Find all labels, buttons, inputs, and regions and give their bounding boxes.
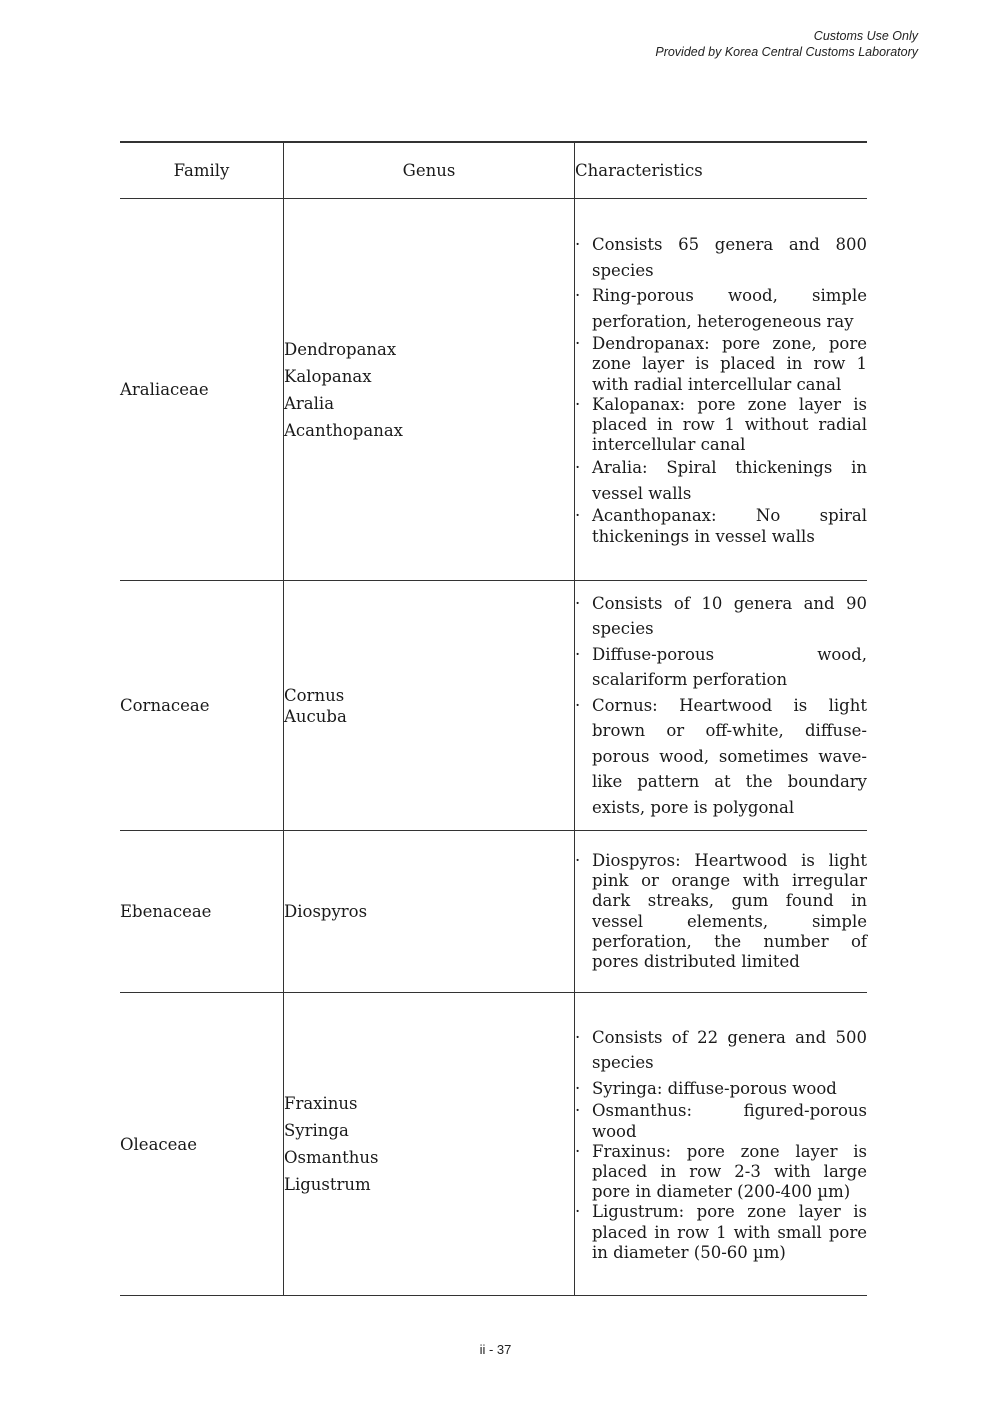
family-cell: Ebenaceae	[120, 831, 284, 993]
table-row	[120, 993, 867, 1296]
genus-item: Fraxinus	[284, 1094, 358, 1113]
table-row	[120, 831, 867, 993]
characteristic-item: · Acanthopanax: No spiral thickenings in vessel walls	[575, 506, 867, 546]
family-cell: Oleaceae	[120, 993, 284, 1296]
characteristic-item: · Diffuse-porous wood, scalariform perforation	[575, 642, 867, 693]
characteristic-item: · Osmanthus: figured-porous wood	[575, 1101, 867, 1141]
genus-item: Aucuba	[284, 706, 347, 726]
characteristic-item: · Aralia: Spiral thickenings in vessel walls	[575, 455, 867, 506]
genus-cell	[284, 993, 575, 1296]
genus-item: Dendropanax	[284, 339, 397, 359]
family-cell: Araliaceae	[120, 199, 284, 581]
characteristic-item: · Consists of 10 genera and 90 species	[575, 591, 867, 642]
characteristic-item: · Consists 65 genera and 800 species	[575, 232, 867, 283]
table-row	[120, 199, 867, 581]
column-header-genus: Genus	[284, 142, 575, 199]
genus-item: Cornus	[284, 685, 345, 705]
genus-item: Osmanthus	[284, 1148, 379, 1167]
characteristic-item: · Fraxinus: pore zone layer is placed in row 2-3 with large pore in diameter (200-400 µm)	[575, 1142, 867, 1203]
document-header	[655, 28, 918, 60]
characteristic-item: · Ligustrum: pore zone layer is placed in row 1 with small pore in diameter (50-60 µm)	[575, 1202, 867, 1263]
genus-item: Kalopanax	[284, 366, 372, 386]
characteristic-item: · Diospyros: Heartwood is light pink or orange with irregular dark streaks, gum found in vessel elements, simple perforation, the number of pores distributed limited	[575, 851, 867, 972]
characteristics-cell	[575, 993, 868, 1296]
genus-item: Diospyros	[284, 902, 368, 921]
wood-family-table	[120, 141, 867, 1296]
genus-cell	[284, 581, 575, 831]
characteristics-cell	[575, 199, 868, 581]
characteristic-item: · Kalopanax: pore zone layer is placed in row 1 without radial intercellular canal	[575, 395, 867, 456]
characteristic-item: · Consists of 22 genera and 500 species	[575, 1025, 867, 1076]
genus-cell	[284, 831, 575, 993]
characteristics-cell	[575, 581, 868, 831]
characteristic-item: · Ring-porous wood, simple perforation, heterogeneous ray	[575, 283, 867, 334]
header-provider: Provided by Korea Central Customs Laboratory	[655, 45, 918, 59]
table-header-row	[120, 142, 867, 199]
genus-item: Aralia	[284, 393, 335, 413]
table-row	[120, 581, 867, 831]
characteristic-item: · Syringa: diffuse-porous wood	[575, 1076, 867, 1102]
characteristics-cell	[575, 831, 868, 993]
column-header-family: Family	[120, 142, 284, 199]
column-header-characteristics: Characteristics	[575, 142, 868, 199]
genus-item: Acanthopanax	[284, 420, 403, 440]
genus-item: Syringa	[284, 1121, 349, 1140]
page-number: ii - 37	[479, 1342, 512, 1357]
characteristic-item: · Dendropanax: pore zone, pore zone layer is placed in row 1 with radial intercellular canal	[575, 334, 867, 395]
family-cell: Cornaceae	[120, 581, 284, 831]
genus-item: Ligustrum	[284, 1175, 371, 1194]
genus-cell	[284, 199, 575, 581]
characteristic-item: · Cornus: Heartwood is light brown or off-white, diffuse-porous wood, sometimes wave-like pattern at the boundary exists, pore is polygonal	[575, 693, 867, 821]
header-customs-use-only: Customs Use Only	[813, 29, 918, 43]
